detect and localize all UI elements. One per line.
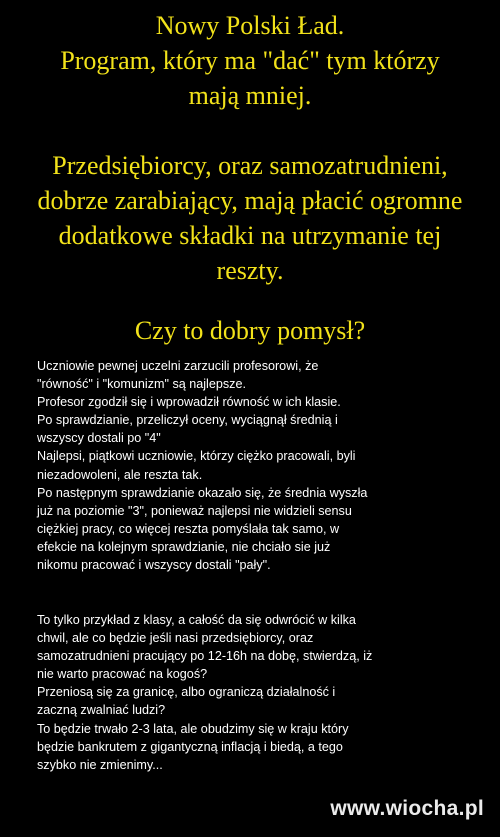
- headline-title-line: mają mniej.: [188, 81, 312, 110]
- story-line: zaczną zwalniać ludzi?: [37, 703, 166, 718]
- headline-subtitle-line: dodatkowe składki na utrzymanie tej: [58, 221, 442, 250]
- story-line: efekcie na kolejnym sprawdzianie, nie chciało sie już: [37, 539, 331, 554]
- story-line: nie warto pracować na kogoś?: [37, 667, 208, 682]
- story-line: samozatrudnieni pracujący po 12-16h na dobę, stwierdzą, iż: [37, 649, 373, 664]
- story-line: Najlepsi, piątkowi uczniowie, którzy ciężko pracowali, byli: [37, 449, 356, 464]
- headline-subtitle-line: reszty.: [216, 256, 284, 285]
- story-line: To tylko przykład z klasy, a całość da się odwrócić w kilka: [37, 613, 356, 627]
- headline-subtitle-line: Przedsiębiorcy, oraz samozatrudnieni,: [52, 151, 448, 180]
- story-line: nikomu pracować i wszyscy dostali "pały".: [37, 558, 271, 573]
- story-paragraph-2: [37, 611, 477, 774]
- story-line: Profesor zgodził się i wprowadził równość w ich klasie.: [37, 395, 341, 410]
- headline-subtitle: [10, 148, 490, 288]
- story-line: szybko nie zmienimy...: [37, 757, 163, 772]
- story-paragraph-1: [37, 357, 477, 574]
- headline-title: [10, 8, 490, 113]
- story-line: będzie bankrutem z gigantyczną inflacją i biedą, a tego: [37, 739, 343, 754]
- headline-question: Czy to dobry pomysł?: [134, 316, 366, 345]
- story-line: ciężkiej pracy, co więcej reszta pomyślała tak samo, w: [37, 521, 340, 536]
- story-line: Po następnym sprawdzianie okazało się, że średnia wyszła: [37, 485, 368, 500]
- headline-title-line: Program, który ma "dać" tym którzy: [60, 46, 440, 75]
- story-line: Po sprawdzianie, przeliczył oceny, wyciągnął średnią i: [37, 413, 338, 428]
- site-watermark: www.wiocha.pl: [330, 797, 484, 820]
- headline-title-line: Nowy Polski Ład.: [155, 11, 345, 40]
- story-line: To będzie trwało 2-3 lata, ale obudzimy się w kraju który: [37, 721, 349, 736]
- story-line: wszyscy dostali po "4": [37, 431, 161, 446]
- story-line: Uczniowie pewnej uczelni zarzucili profesorowi, że: [37, 359, 319, 373]
- story-line: już na poziomie "3", ponieważ najlepsi nie widzieli sensu: [37, 503, 352, 518]
- story-line: Przeniosą się za granicę, albo ograniczą działalność i: [37, 685, 336, 700]
- headline-subtitle-line: dobrze zarabiający, mają płacić ogromne: [37, 186, 463, 215]
- story-line: niezadowoleni, ale reszta tak.: [37, 467, 203, 482]
- story-line: chwil, ale co będzie jeśli nasi przedsiębiorcy, oraz: [37, 631, 314, 646]
- story-line: "równość" i "komunizm" są najlepsze.: [37, 377, 246, 392]
